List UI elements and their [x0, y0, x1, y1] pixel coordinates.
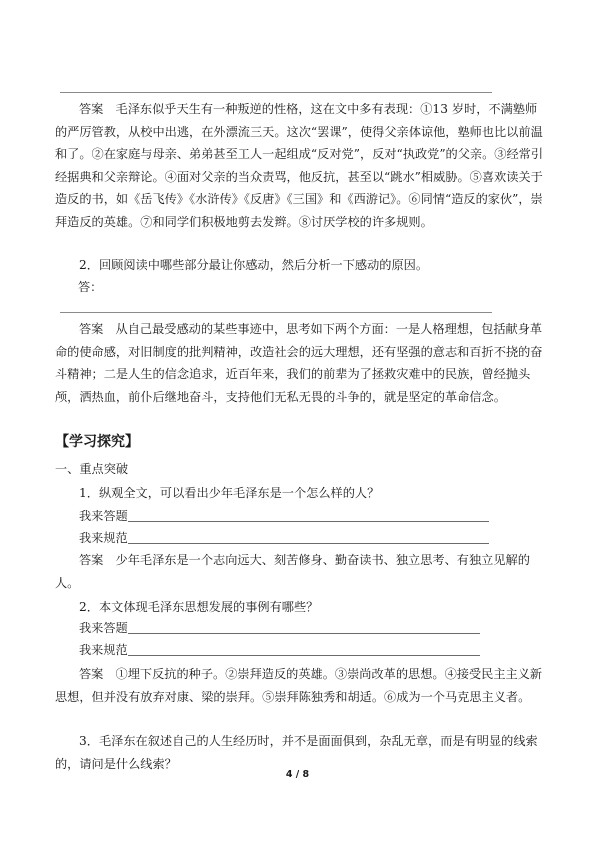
answer-line[interactable]: [60, 312, 492, 313]
my-answer-blank[interactable]: [128, 521, 489, 522]
my-norm-blank[interactable]: [128, 655, 480, 656]
my-norm-row: [79, 640, 480, 660]
my-answer-label: 我来答题: [79, 509, 128, 523]
answer-paragraph-3: 答案 少年毛泽东是一个志向远大、刻苦修身、勤奋读书、独立思考、有独立见解的人。: [55, 553, 530, 590]
subsection-heading: 一、重点突破: [55, 462, 129, 476]
answer-paragraph-2: 答案 从自己最受感动的某些事迹中，思考如下两个方面：一是人格理想，包括献身革命的使命感，对旧制度的批判精神，改造社会的远大理想，还有坚强的意志和百折不挠的奋斗精神；二是人生的信念追求，近百年来，我们的前辈为了拯救灾难中的民族，曾经抛头颅，洒热血，前仆后继地奋斗，支持他们无私无畏的斗争的，就是坚定的革命信念。: [55, 322, 543, 404]
my-norm-blank[interactable]: [128, 543, 489, 544]
question-1-text: 1．纵观全文，可以看出少年毛泽东是一个怎么样的人？: [79, 486, 380, 500]
my-answer-blank[interactable]: [128, 633, 480, 634]
my-norm-row: [79, 528, 489, 548]
my-answer-row: [79, 506, 489, 526]
question-2-text: 2．回顾阅读中哪些部分最让你感动，然后分析一下感动的原因。: [79, 258, 429, 272]
question-3-text: 2．本文体现毛泽东思想发展的事例有哪些？: [79, 600, 319, 614]
answer-paragraph-4: 答案 ①埋下反抗的种子。②崇拜造反的英雄。③崇尚改革的思想。④接受民主主义新思想，但并没有放弃对康、梁的崇拜。⑤崇拜陈独秀和胡适。⑥成为一个马克思主义者。: [55, 667, 543, 704]
my-norm-label: 我来规范: [79, 531, 128, 545]
my-answer-row: [79, 618, 480, 638]
question-4-text: 3．毛泽东在叙述自己的人生经历时，并不是面面俱到，杂乱无章，而是有明显的线索的，请问是什么线索？: [55, 734, 538, 771]
answer-paragraph-1: 答案 毛泽东似乎天生有一种叛逆的性格，这在文中多有表现：①13 岁时，不满塾师的严厉管教，从校中出逃，在外漂流三天。这次“罢课”，使得父亲体谅他，塾师也比以前温和了。②在家庭与母亲、弟弟甚至工人一起组成“反对党”，反对“执政党”的父亲。③经常引经据典和父亲辩论。④面对父亲的当众责骂，他反抗，甚至以“跳水”相威胁。⑤喜欢读关于造反的书，如《岳飞传》《水浒传》《反唐》《三国》和《西游记》。⑥同情“造反的家伙”，崇拜造反的英雄。⑦和同学们积极地剪去发辫。⑧讨厌学校的许多规则。: [55, 102, 544, 229]
section-heading: 【学习探究】: [55, 434, 139, 450]
page-number: 4 / 8: [285, 769, 310, 780]
my-norm-label: 我来规范: [79, 643, 128, 657]
answer-line: [60, 92, 492, 93]
answer-prompt-label: 答：: [78, 280, 103, 294]
my-answer-label: 我来答题: [79, 621, 128, 635]
